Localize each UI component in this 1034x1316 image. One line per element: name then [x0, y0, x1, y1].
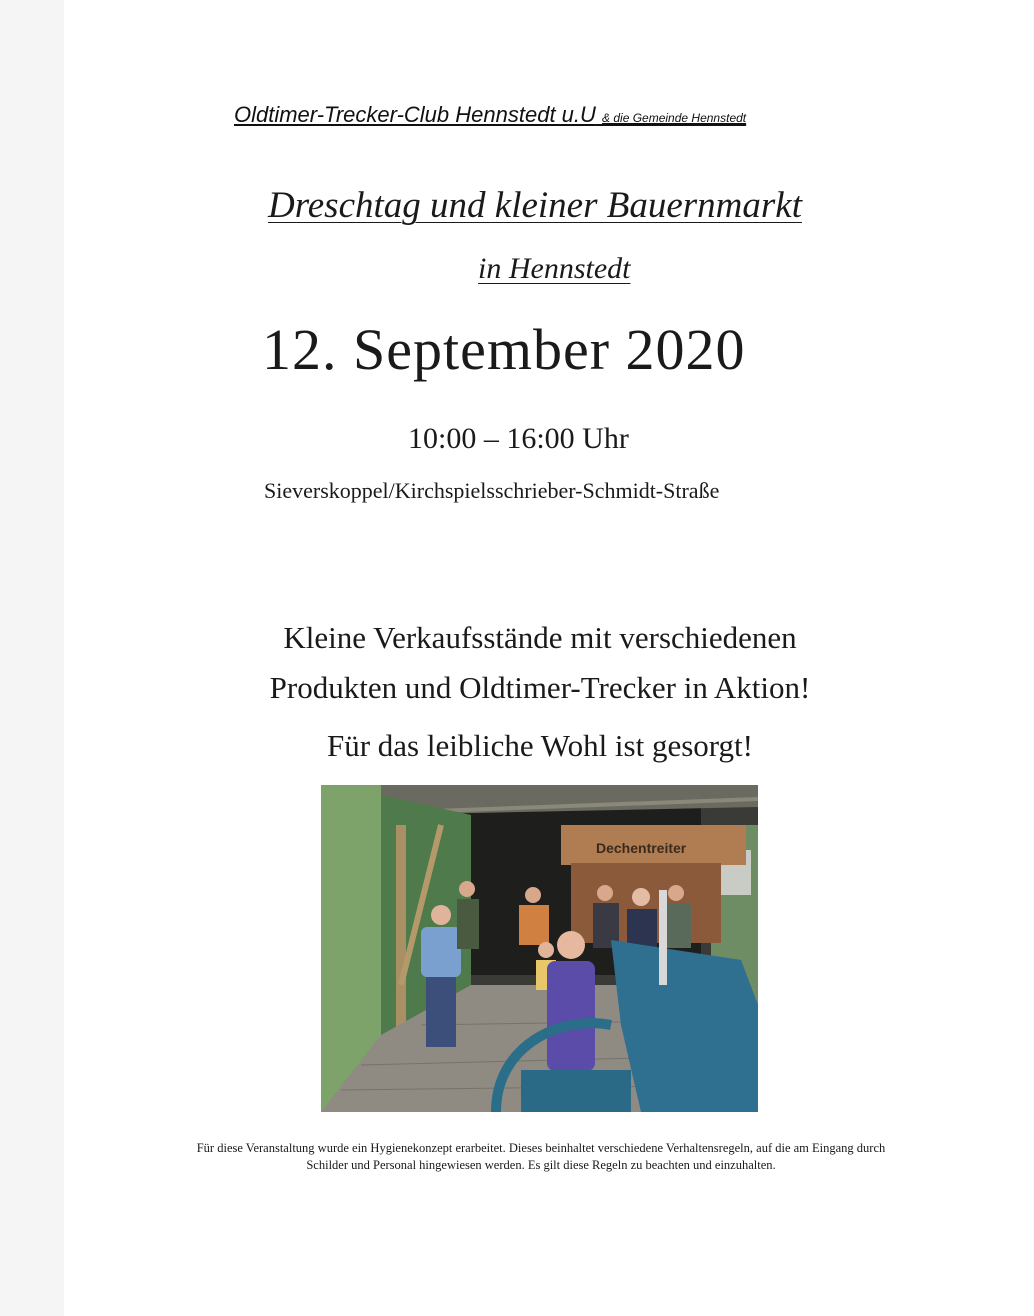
promo-line-3: Für das leibliche Wohl ist gesorgt! — [326, 728, 753, 763]
event-time: 10:00 – 16:00 Uhr — [408, 422, 629, 455]
hygiene-notice: Für diese Veranstaltung wurde ein Hygienekonzept erarbeitet. Dieses beinhaltet verschiedene Verhaltensregeln, auf die am Eingang durch Schilder und Personal hingewiesen werden. Es gilt diese Regeln zu beachten und einzuhalten. — [196, 1141, 886, 1172]
barn-tractor-photo — [321, 785, 758, 1112]
event-title: Dreschtag und kleiner Bauernmarkt — [268, 185, 802, 226]
event-location: Sieverskoppel/Kirchspielsschrieber-Schmidt-Straße — [264, 478, 720, 503]
machine-label: Dechentreiter — [596, 840, 687, 856]
partner-text: & die Gemeinde Hennstedt — [602, 111, 747, 125]
event-date: 12. September 2020 — [262, 317, 746, 382]
promo-line-1: Kleine Verkaufsstände mit verschiedenen — [283, 620, 797, 655]
club-title: Oldtimer-Trecker-Club Hennstedt u.U — [234, 102, 596, 127]
event-photo — [321, 785, 758, 1112]
promo-line-2: Produkten und Oldtimer-Trecker in Aktion! — [269, 670, 811, 705]
club-name — [234, 102, 746, 128]
event-place: in Hennstedt — [478, 252, 631, 285]
